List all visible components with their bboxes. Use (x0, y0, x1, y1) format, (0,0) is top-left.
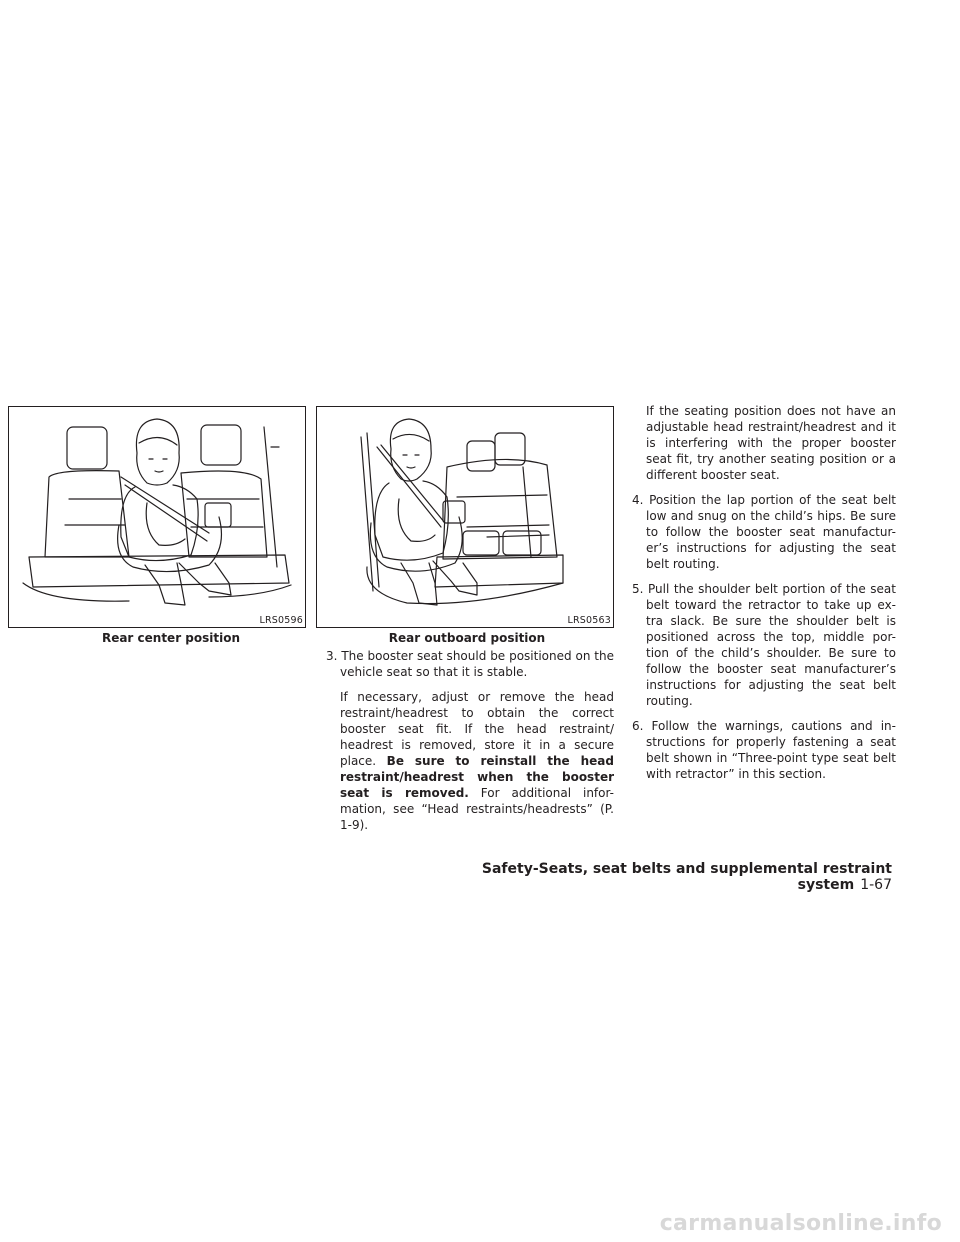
step-5 (622, 581, 896, 709)
figure-code: LRS0596 (259, 615, 303, 626)
step-number: 5. (632, 582, 644, 596)
text-column-3 (622, 403, 896, 791)
step-4 (622, 492, 896, 572)
step-number: 3. (326, 649, 338, 663)
step-text: The booster seat should be positioned on the vehicle seat so that it is stable. (340, 649, 614, 679)
figure-caption: Rear outboard position (388, 631, 546, 645)
step-3-note (316, 689, 614, 833)
watermark: carmanualsonline.info (659, 1211, 942, 1236)
step-number: 6. (632, 719, 644, 733)
step-text: Position the lap portion of the seat belt low and snug on the child’s hips. Be sure to follow the booster seat manufactur- er’s instructions for adjusting the seat belt routing. (646, 493, 896, 571)
note-warning-bold: Be sure to reinstall the head restraint/headrest when the booster seat is removed. (340, 754, 614, 800)
child-booster-seat-illustration-outboard (317, 407, 613, 627)
step-6 (622, 718, 896, 782)
footer-section-title: Safety-Seats, seat belts and supplemental restraint system (481, 861, 892, 893)
step-3 (316, 648, 614, 680)
step-text: Follow the warnings, cautions and in- structions for properly fastening a seat belt shown in “Three-point type seat belt with retractor” in this section. (646, 719, 896, 781)
step-text: Pull the shoulder belt portion of the seat belt toward the retractor to take up ex- tra slack. Be sure the shoulder belt is positioned across the top, middle por- tion of the child’s shoulder. Be sure to follow the booster seat manufacturer’s instructions for adjusting the seat belt routing. (646, 582, 896, 708)
figure-rear-center (8, 406, 306, 628)
text-column-2 (316, 648, 614, 842)
page-number: 1-67 (860, 877, 892, 893)
page-footer (420, 861, 892, 893)
step-number: 4. (632, 493, 644, 507)
figure-rear-outboard (316, 406, 614, 628)
child-booster-seat-illustration-center (9, 407, 305, 627)
figure-code: LRS0563 (567, 615, 611, 626)
note-reference: For additional infor- mation, see “Head restraints/headrests” (P. 1-9). (340, 786, 614, 832)
note-text: If necessary, adjust or remove the head restraint/headrest to obtain the correct booster seat fit. If the head restraint/ headrest is removed, store it in a secure place. (340, 690, 614, 768)
figure-caption: Rear center position (101, 631, 241, 645)
continuation-paragraph: If the seating position does not have an adjustable head restraint/headrest and it is interfering with the proper booster seat fit, try another seating position or a different booster seat. (646, 404, 896, 482)
